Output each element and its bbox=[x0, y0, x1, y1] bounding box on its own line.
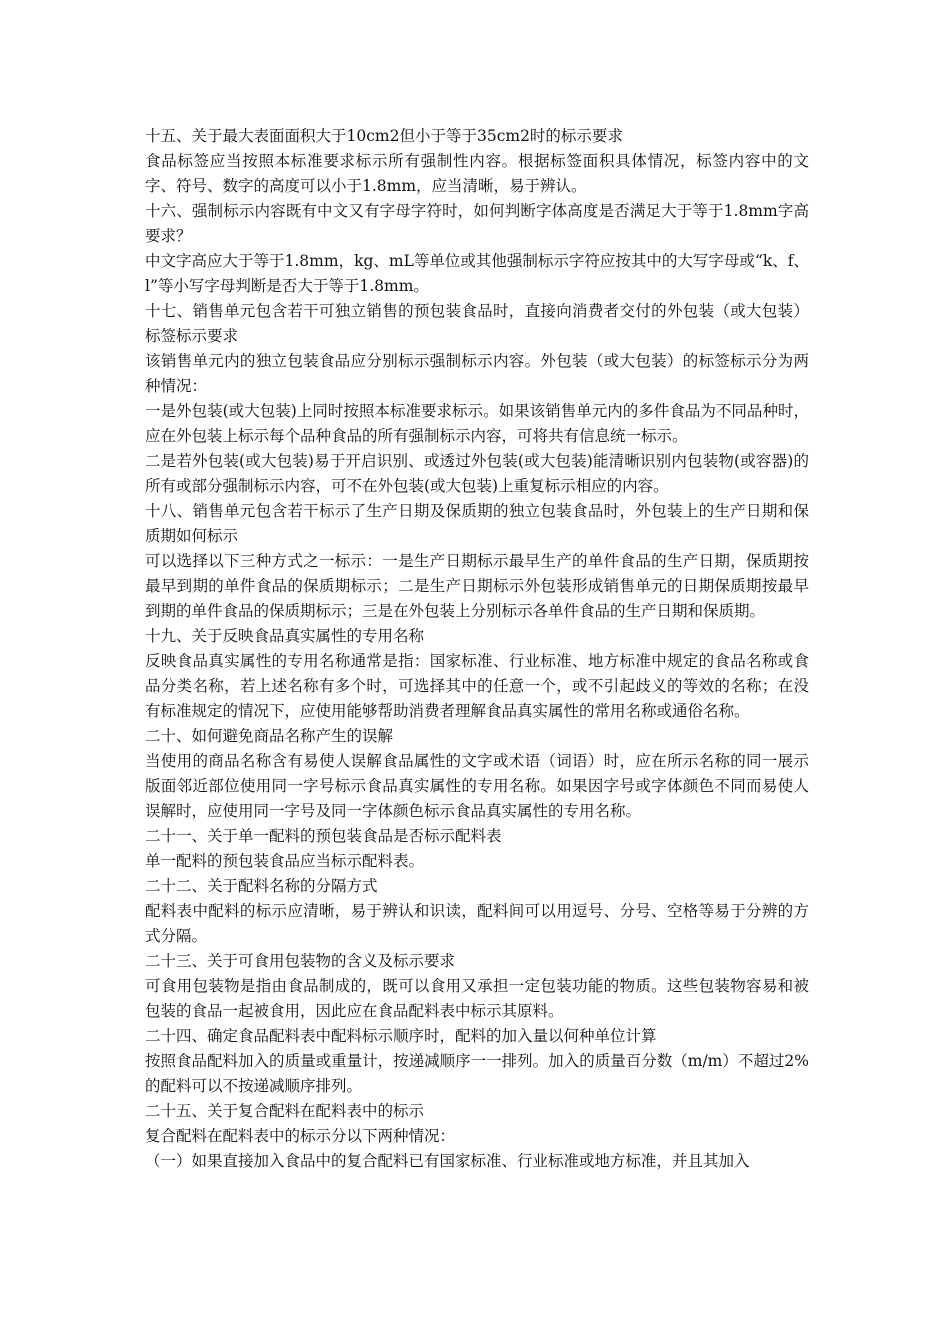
section-20-body: 当使用的商品名称含有易使人误解食品属性的文字或术语（词语）时，应在所示名称的同一展示版面邻近部位使用同一字号标示食品真实属性的专用名称。如果因字号或字体颜色不同而易使人误解时，应使用同一字号及同一字体颜色标示食品真实属性的专用名称。 bbox=[145, 752, 809, 820]
document-body bbox=[145, 124, 809, 1174]
section-19-body: 反映食品真实属性的专用名称通常是指：国家标准、行业标准、地方标准中规定的食品名称或食品分类名称，若上述名称有多个时，可选择其中的任意一个，或不引起歧义的等效的名称；在没有标准规定的情况下，应使用能够帮助消费者理解食品真实属性的常用名称或通俗名称。 bbox=[145, 652, 809, 720]
section-24-heading: 二十四、确定食品配料表中配料标示顺序时，配料的加入量以何种单位计算 bbox=[145, 1027, 657, 1045]
section-17-case-1: 一是外包装(或大包装)上同时按照本标准要求标示。如果该销售单元内的多件食品为不同品种时，应在外包装上标示每个品种食品的所有强制标示内容，可将共有信息统一标示。 bbox=[145, 402, 809, 445]
section-25-body: 复合配料在配料表中的标示分以下两种情况： bbox=[145, 1127, 456, 1145]
section-24-body: 按照食品配料加入的质量或重量计，按递减顺序一一排列。加入的质量百分数（m/m）不超过2%的配料可以不按递减顺序排列。 bbox=[145, 1052, 809, 1095]
section-18-heading: 十八、销售单元包含若干标示了生产日期及保质期的独立包装食品时，外包装上的生产日期和保质期如何标示 bbox=[145, 502, 809, 545]
section-17-body: 该销售单元内的独立包装食品应分别标示强制标示内容。外包装（或大包装）的标签标示分为两种情况： bbox=[145, 352, 809, 395]
section-21-heading: 二十一、关于单一配料的预包装食品是否标示配料表 bbox=[145, 827, 502, 845]
section-18-body: 可以选择以下三种方式之一标示：一是生产日期标示最早生产的单件食品的生产日期，保质期按最早到期的单件食品的保质期标示；二是生产日期标示外包装形成销售单元的日期保质期按最早到期的单件食品的保质期标示；三是在外包装上分别标示各单件食品的生产日期和保质期。 bbox=[145, 552, 809, 620]
section-17-heading: 十七、销售单元包含若干可独立销售的预包装食品时，直接向消费者交付的外包装（或大包装）标签标示要求 bbox=[145, 302, 809, 345]
section-16-body: 中文字高应大于等于1.8mm，kg、mL等单位或其他强制标示字符应按其中的大写字母或“k、f、l”等小写字母判断是否大于等于1.8mm。 bbox=[145, 252, 809, 295]
section-15-heading: 十五、关于最大表面面积大于10cm2但小于等于35cm2时的标示要求 bbox=[145, 127, 623, 145]
section-22-heading: 二十二、关于配料名称的分隔方式 bbox=[145, 877, 378, 895]
section-23-body: 可食用包装物是指由食品制成的，既可以食用又承担一定包装功能的物质。这些包装物容易和被包装的食品一起被食用，因此应在食品配料表中标示其原料。 bbox=[145, 977, 809, 1020]
section-25-case-1: （一）如果直接加入食品中的复合配料已有国家标准、行业标准或地方标准，并且其加入 bbox=[145, 1152, 750, 1170]
section-20-heading: 二十、如何避免商品名称产生的误解 bbox=[145, 727, 394, 745]
section-22-body: 配料表中配料的标示应清晰，易于辨认和识读，配料间可以用逗号、分号、空格等易于分辨的方式分隔。 bbox=[145, 902, 809, 945]
section-19-heading: 十九、关于反映食品真实属性的专用名称 bbox=[145, 627, 425, 645]
section-21-body: 单一配料的预包装食品应当标示配料表。 bbox=[145, 852, 425, 870]
section-15-body: 食品标签应当按照本标准要求标示所有强制性内容。根据标签面积具体情况，标签内容中的文字、符号、数字的高度可以小于1.8mm，应当清晰，易于辨认。 bbox=[145, 152, 809, 195]
section-17-case-2: 二是若外包装(或大包装)易于开启识别、或透过外包装(或大包装)能清晰识别内包装物(或容器)的所有或部分强制标示内容，可不在外包装(或大包装)上重复标示相应的内容。 bbox=[145, 452, 809, 495]
section-23-heading: 二十三、关于可食用包装物的含义及标示要求 bbox=[145, 952, 456, 970]
section-25-heading: 二十五、关于复合配料在配料表中的标示 bbox=[145, 1102, 425, 1120]
section-16-heading: 十六、强制标示内容既有中文又有字母字符时，如何判断字体高度是否满足大于等于1.8mm字高要求？ bbox=[145, 202, 809, 245]
